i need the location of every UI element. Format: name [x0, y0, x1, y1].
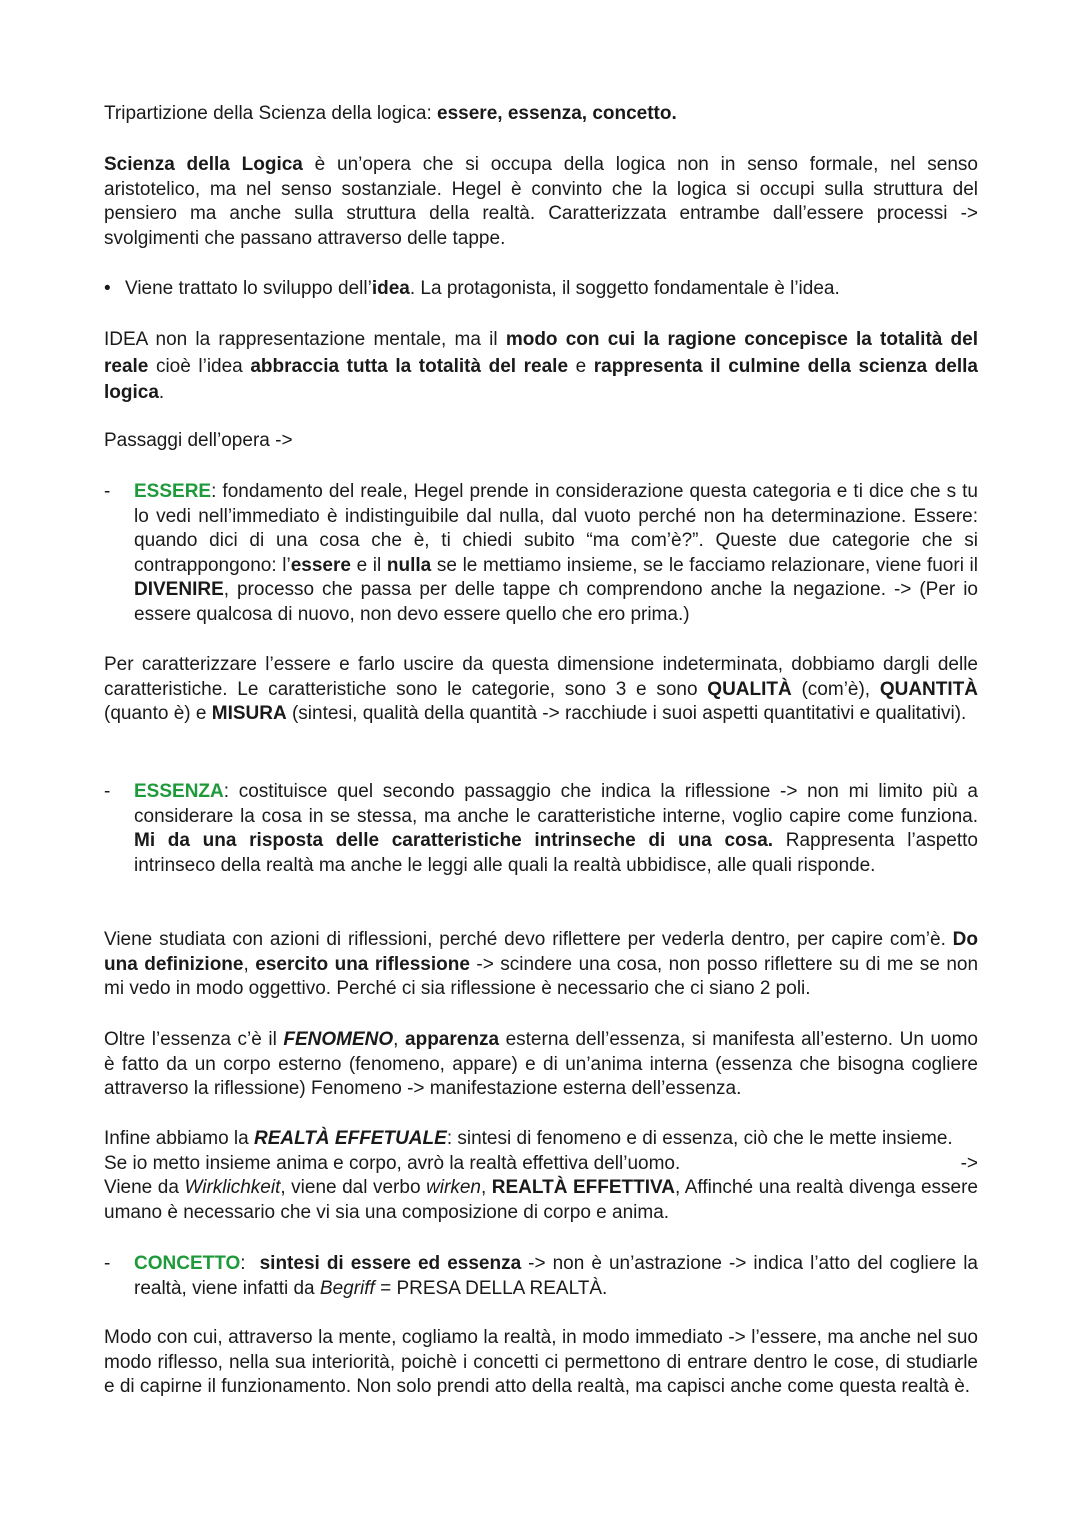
essere-label: ESSERE [134, 481, 212, 502]
caratterizzare-paragraph: Per caratterizzare l’essere e farlo uscire da questa dimensione indeterminata, dobbiamo dargli delle caratteristiche. Le caratteristiche sono le categorie, sono 3 e sono QUALITÀ (com’è), QUANTITÀ (quanto è) e MISURA (sintesi, qualità della quantità -> racchiude i suoi aspetti quantitativi e qualitativi). [104, 654, 978, 724]
list-item-concetto: - CONCETTO: sintesi di essere ed essenza -> non è un’astrazione -> indica l’atto del cogliere la realtà, viene infatti da Begriff = PRESA DELLA REALTÀ. [104, 1253, 978, 1299]
fenomeno-paragraph: Oltre l’essenza c’è il FENOMENO, apparenza esterna dell’essenza, si manifesta all’esterno. Un uomo è fatto da un corpo esterno (fenomeno, appare) e di un’anima interna (essenza che bisogna cogliere attraverso la riflessione) Fenomeno -> manifestazione esterna dell’essenza. [104, 1029, 979, 1099]
dash-marker: - [104, 1253, 111, 1274]
document-title: Tripartizione della Scienza della logica: essere, essenza, concetto. [104, 103, 677, 124]
passaggi-heading: Passaggi dell’opera -> [104, 430, 293, 451]
title-bold: essere, essenza, concetto. [437, 103, 677, 124]
dash-marker: - [104, 781, 111, 802]
arrow-right: -> [960, 1152, 978, 1174]
bullet-dot: • [104, 278, 111, 299]
realta-paragraph: Infine abbiamo la REALTÀ EFFETUALE: sintesi di fenomeno e di essenza, ciò che le mette insieme. Se io metto insieme anima e corpo, avrò la realtà effettiva dell’uomo. -> Viene da Wirklichkeit, viene dal verbo wirken, REALTÀ EFFETTIVA, Affinché una realtà divenga essere umano è necessario che vi sia una composizione di corpo e anima. [104, 1128, 978, 1223]
concetto-label: CONCETTO [134, 1253, 241, 1274]
essenza-label: ESSENZA [134, 781, 224, 802]
list-item-essenza: - ESSENZA: costituisce quel secondo passaggio che indica la riflessione -> non mi limito più a considerare la cosa in se stessa, ma anche le caratteristiche interne, voglio capire come funziona. Mi da una risposta delle caratteristiche intrinseche di una cosa. Rappresenta l’aspetto intrinseco della realtà ma anche le leggi alle quali la realtà ubbidisce, alle quali risponde. [104, 781, 978, 876]
studiata-paragraph: Viene studiata con azioni di riflessioni, perché devo riflettere per vederla dentro, per capire com’è. Do una definizione, esercito una riflessione -> scindere una cosa, non posso riflettere su di me se non mi vedo in modo oggettivo. Perché ci sia riflessione è necessario che ci siano 2 poli. [104, 929, 979, 999]
list-item-essere: - ESSERE: fondamento del reale, Hegel prende in considerazione questa categoria e ti dice che s tu lo vedi nell’immediato è indistinguibile dal nulla, dal vuoto perché non ha determinazione. Essere: quando dici di una cosa che è, ti chiedi subito “ma com’è?”. Queste due categorie che si contrappongono: l’essere e il nulla se le mettiamo insieme, se le facciamo relazionare, viene fuori il DIVENIRE, processo che passa per delle tappe ch comprendono anche la negazione. -> (Per io essere qualcosa di nuovo, non devo essere quello che ero prima.) [104, 481, 978, 625]
bullet-item-idea: • Viene trattato lo sviluppo dell’idea. La protagonista, il soggetto fondamentale è l’idea. [104, 277, 978, 302]
dash-marker: - [104, 481, 111, 502]
intro-paragraph: Scienza della Logica è un’opera che si occupa della logica non in senso formale, nel senso aristotelico, ma nel senso sostanziale. Hegel è convinto che la logica si occupi sulla struttura del pensiero ma anche sulla struttura della realtà. Caratterizzata entrambe dall’essere processi -> svolgimenti che passano attraverso delle tappe. [104, 154, 978, 249]
idea-definition-paragraph: IDEA non la rappresentazione mentale, ma il modo con cui la ragione concepisce la totalità del reale cioè l’idea abbraccia tutta la totalità del reale e rappresenta il culmine della scienza della logica. [104, 329, 978, 403]
modo-paragraph: Modo con cui, attraverso la mente, cogliamo la realtà, in modo immediato -> l’essere, ma anche nel suo modo riflesso, nella sua interiorità, poichè i concetti ci permettono di entrare dentro le cose, di studiarle e di capirne il funzionamento. Non solo prendi atto della realtà, ma capisci anche come questa realtà è. [104, 1327, 978, 1397]
